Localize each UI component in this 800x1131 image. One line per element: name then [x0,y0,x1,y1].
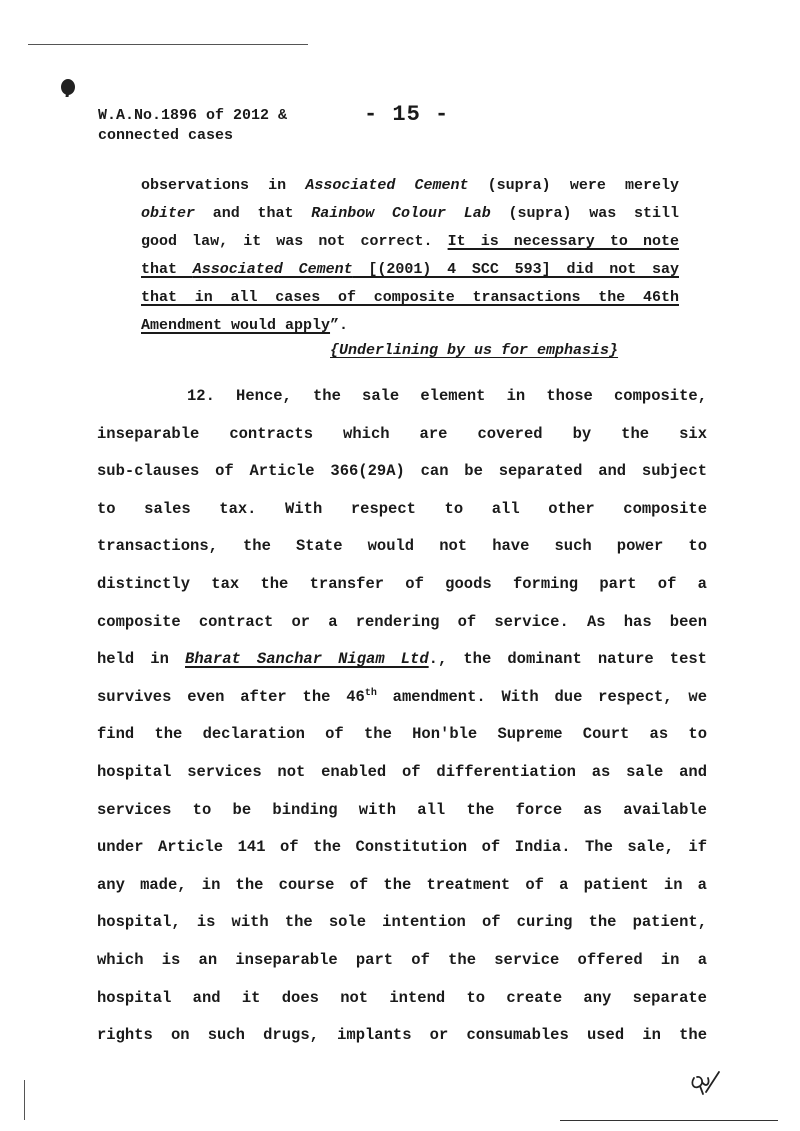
paragraph-line: composite contract or a rendering of service. As has been [97,612,707,631]
paragraph-line: hospital and it does not intend to create any separate [97,988,707,1007]
paragraph-line: sub-clauses of Article 366(29A) can be separated and subject [97,462,707,481]
margin-line [24,1080,25,1120]
quote-line: obiter and that Rainbow Colour Lab (supra) was still [141,205,680,222]
paragraph-line: inseparable contracts which are covered by the six [97,424,707,443]
hole-punch-mark [61,79,75,95]
paragraph-line: under Article 141 of the Constitution of India. The sale, if [97,838,707,857]
handwritten-initials-icon [688,1068,722,1100]
case-name-associated-cement: Associated Cement [305,177,469,194]
case-number: W.A.No.1896 of 2012 & [98,107,288,124]
quote-line: good law, it was not correct. It is necessary to note [141,233,679,250]
bottom-rule [560,1120,778,1121]
quote-line: that in all cases of composite transactions the 46th [141,289,679,306]
paragraph-line: hospital, is with the sole intention of curing the patient, [97,913,707,932]
paragraph-line: 12. Hence, the sale element in those composite, [187,387,707,405]
block-quote [141,172,679,340]
paragraph-line: services to be binding with all the force as available [97,800,707,819]
paragraph-line: distinctly tax the transfer of goods forming part of a [97,574,707,593]
quote-line: that Associated Cement [(2001) 4 SCC 593] did not say [141,261,679,278]
case-name-rainbow-colour-lab: Rainbow Colour Lab [311,205,491,222]
paragraph-line: transactions, the State would not have such power to [97,537,707,556]
paragraph-line: find the declaration of the Hon'ble Supreme Court as to [97,725,707,744]
case-subtitle: connected cases [98,127,234,144]
paragraph-line: held in Bharat Sanchar Nigam Ltd., the dominant nature test [97,650,707,669]
paragraph-line: which is an inseparable part of the service offered in a [97,950,707,969]
emphasis-note: {Underlining by us for emphasis} [330,342,619,359]
paragraph-line: to sales tax. With respect to all other composite [97,499,707,518]
case-reference [98,106,287,146]
top-rule [28,44,308,45]
paragraph-line: rights on such drugs, implants or consumables used in the [97,1026,707,1045]
paragraph-line: survives even after the 46th amendment. With due respect, we [97,687,707,706]
paragraph-line: any made, in the course of the treatment of a patient in a [97,875,707,894]
quote-line: Amendment would apply”. [141,317,349,334]
quote-line: observations in Associated Cement (supra) were merely [141,177,679,194]
paragraph-12 [97,378,707,1055]
page-number: - 15 - [364,102,450,127]
paragraph-line: hospital services not enabled of differentiation as sale and [97,762,707,781]
case-name-bsnl: Bharat Sanchar Nigam Ltd [185,650,429,669]
